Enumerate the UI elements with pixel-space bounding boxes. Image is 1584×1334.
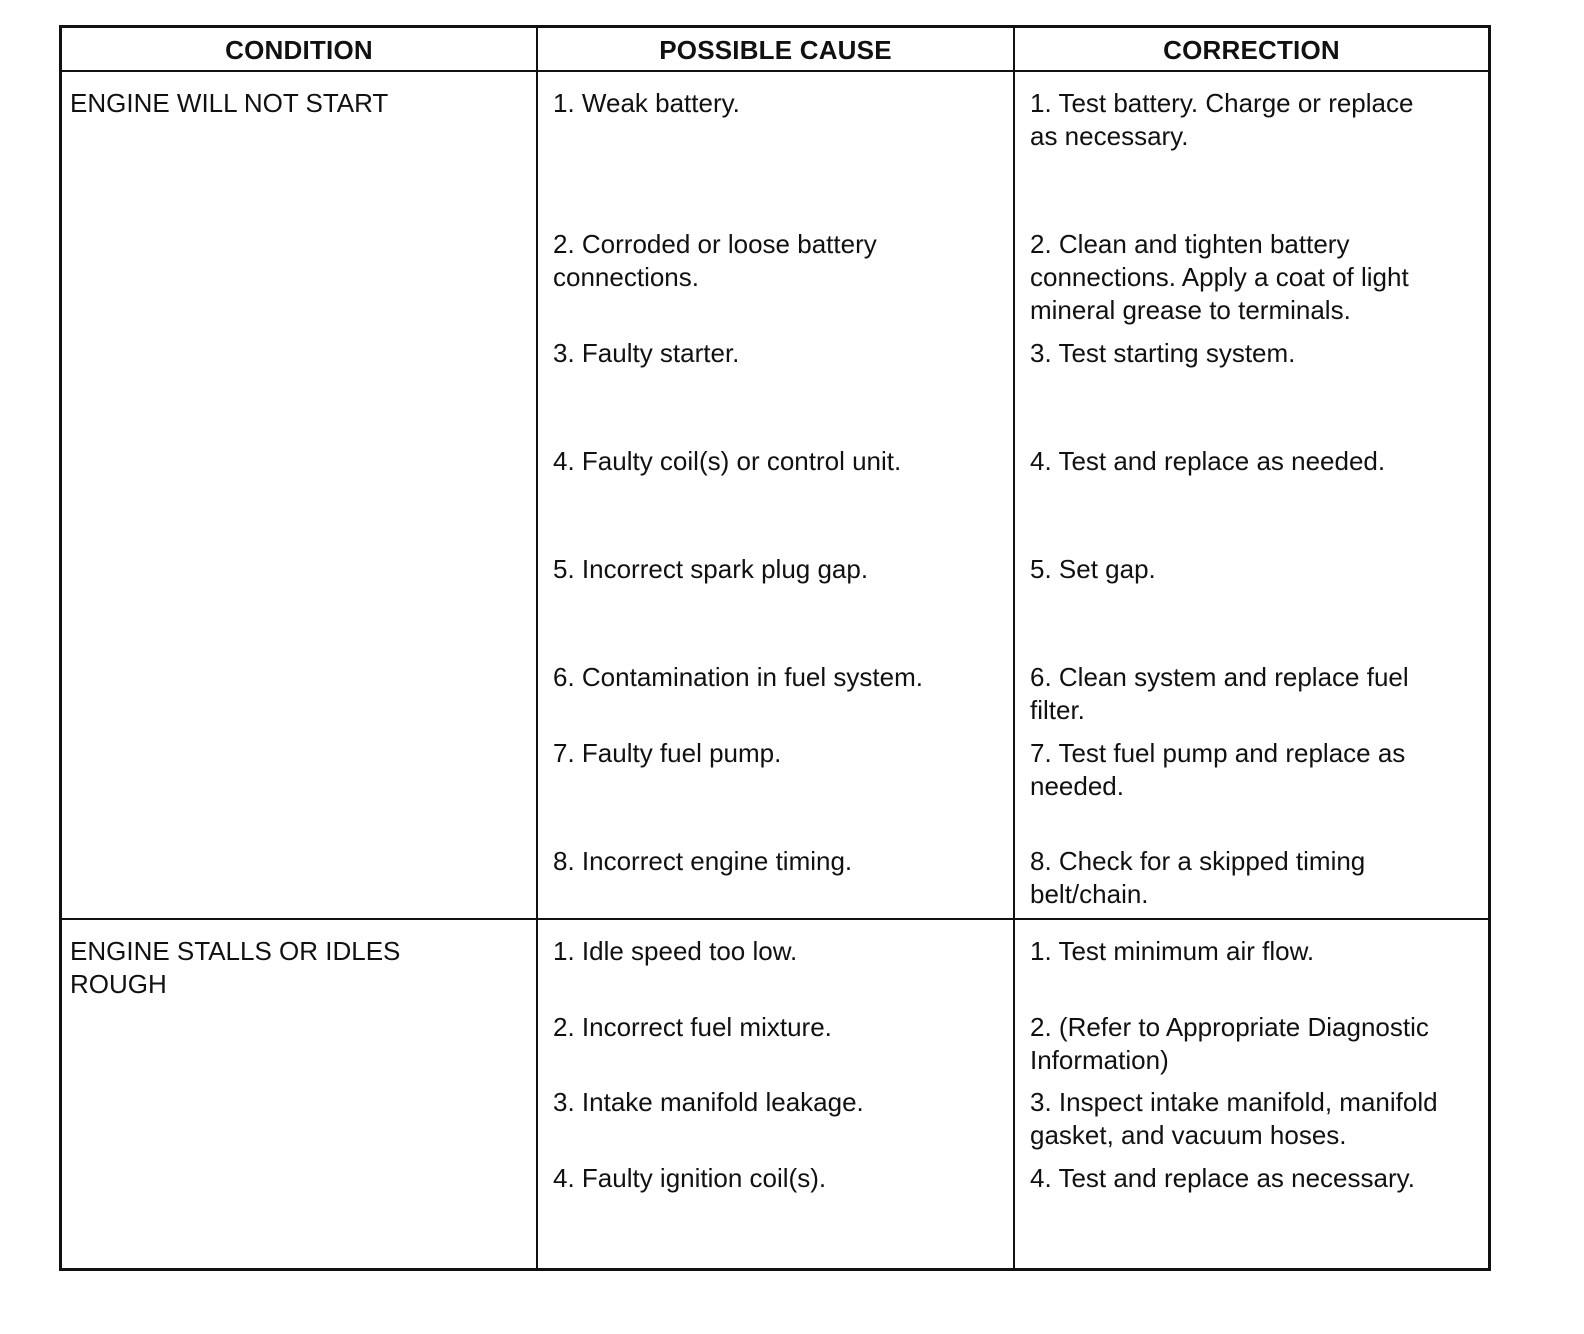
column-divider	[1013, 28, 1015, 1268]
correction-item: 6. Clean system and replace fuel filter.	[1030, 662, 1409, 725]
correction-item: 7. Test fuel pump and replace as needed.	[1030, 738, 1406, 801]
header-condition: CONDITION	[225, 35, 373, 65]
correction-item: 3. Test starting system.	[1030, 338, 1296, 368]
cause-item: 2. Incorrect fuel mixture.	[553, 1012, 832, 1042]
cause-item: 7. Faulty fuel pump.	[553, 738, 782, 768]
cause-item: 4. Faulty ignition coil(s).	[553, 1163, 827, 1193]
cause-item: 1. Weak battery.	[553, 88, 740, 118]
header-correction: CORRECTION	[1163, 35, 1340, 65]
condition-engine-stalls-or-idles-rough: ENGINE STALLS OR IDLES ROUGH	[70, 936, 401, 999]
header-possible-cause: POSSIBLE CAUSE	[659, 35, 892, 65]
correction-item: 2. (Refer to Appropriate Diagnostic Information)	[1030, 1012, 1429, 1075]
cause-item: 1. Idle speed too low.	[553, 936, 798, 966]
correction-item: 5. Set gap.	[1030, 554, 1156, 584]
cause-item: 8. Incorrect engine timing.	[553, 846, 853, 876]
correction-item: 1. Test battery. Charge or replace as necessary.	[1030, 88, 1414, 151]
cause-item: 3. Intake manifold leakage.	[553, 1087, 864, 1117]
correction-item: 8. Check for a skipped timing belt/chain.	[1030, 846, 1366, 909]
column-divider	[536, 28, 538, 1268]
cause-item: 2. Corroded or loose battery connections.	[553, 229, 877, 292]
condition-engine-will-not-start: ENGINE WILL NOT START	[70, 88, 389, 118]
cause-item: 5. Incorrect spark plug gap.	[553, 554, 869, 584]
correction-item: 4. Test and replace as needed.	[1030, 446, 1386, 476]
cause-item: 3. Faulty starter.	[553, 338, 740, 368]
correction-item: 3. Inspect intake manifold, manifold gasket, and vacuum hoses.	[1030, 1087, 1438, 1150]
correction-item: 1. Test minimum air flow.	[1030, 936, 1315, 966]
correction-item: 4. Test and replace as necessary.	[1030, 1163, 1415, 1193]
correction-item: 2. Clean and tighten battery connections. Apply a coat of light mineral grease to terminals.	[1030, 229, 1409, 325]
diagnosis-table	[59, 25, 1491, 1271]
cause-item: 4. Faulty coil(s) or control unit.	[553, 446, 902, 476]
cause-item: 6. Contamination in fuel system.	[553, 662, 923, 692]
section-divider	[62, 918, 1488, 920]
